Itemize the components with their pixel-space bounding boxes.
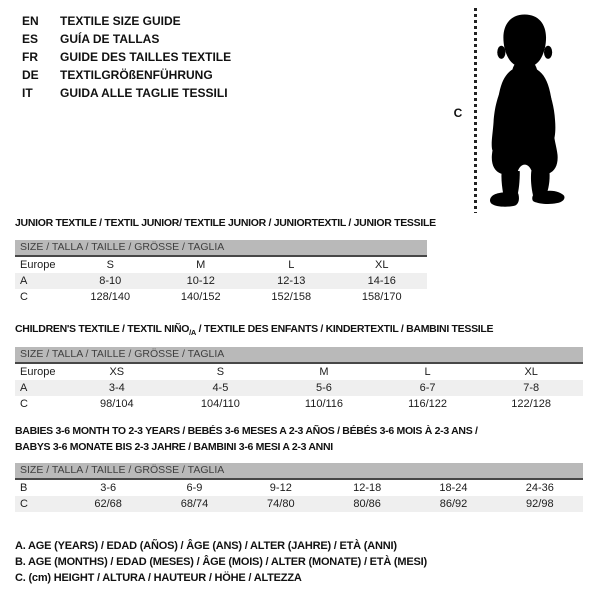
cell: 3-4 [108,382,125,394]
language-code: EN [22,14,39,28]
cell: 158/170 [361,291,402,303]
junior-table-title: JUNIOR TEXTILE / TEXTIL JUNIOR/ TEXTILE JUNIOR / JUNIORTEXTIL / JUNIOR TESSILE [15,217,436,229]
children-table-title: CHILDREN'S TEXTILE / TEXTIL $NIÑO_{/A}$ / TEXTILE DES ENFANTS / KINDERTEXTIL / BAMBINI TESSILE [15,323,494,338]
cell: 4-5 [212,382,229,394]
language-code: FR [22,50,38,64]
cell: 12-18 [353,482,382,494]
table-row [15,273,427,289]
cell: 3-6 [100,482,117,494]
size-header-bar: SIZE / TALLA / TAILLE / GRÖSSE / TAGLIA [15,347,583,364]
cell: 140/152 [180,291,221,303]
table-row [15,396,583,412]
cell: 104/110 [200,398,240,410]
table-row [15,380,583,396]
footnote-b: B. AGE (MONTHS) / EDAD (MESES) / ÂGE (MOIS) / ALTER (MONATE) / ETÀ (MESI) [15,556,427,568]
cell: 110/116 [304,398,344,410]
cell: L [288,259,295,271]
footnote-c: C. (cm) HEIGHT / ALTURA / HAUTEUR / HÖHE / ALTEZZA [15,572,302,584]
cell: XS [109,366,125,378]
row-label: C [20,291,28,303]
cell: L [424,366,431,378]
language-row [22,48,231,66]
cell: XL [375,259,389,271]
language-row [22,30,231,48]
cell: 62/68 [94,498,122,510]
language-row [22,66,231,84]
cell: 74/80 [267,498,295,510]
cell: 14-16 [367,275,396,287]
cell: 7-8 [523,382,540,394]
cell: 6-9 [186,482,203,494]
cell: 6-7 [419,382,436,394]
row-label: A [20,275,28,287]
language-row [22,12,231,30]
toddler-silhouette-icon [487,8,569,213]
cell: M [196,259,206,271]
cell: 98/104 [99,398,134,410]
footnotes [15,538,427,586]
children-size-table [15,347,583,412]
table-row [15,257,427,273]
cell: 24-36 [525,482,554,494]
row-label: B [20,482,28,494]
footnote-a: A. AGE (YEARS) / EDAD (AÑOS) / ÂGE (ANS) / ALTER (JAHRE) / ETÀ (ANNI) [15,540,397,552]
table-row [15,496,583,512]
language-code: IT [22,86,33,100]
table-row [15,289,427,305]
cell: 68/74 [180,498,209,510]
table-row [15,364,583,380]
cell: 152/158 [271,291,312,303]
cell: M [319,366,329,378]
row-label: C [20,498,28,510]
language-label: GUIDE DES TAILLES TEXTILE [60,50,232,64]
cell: 18-24 [439,482,468,494]
babies-table-title [15,423,478,455]
cell: S [216,366,225,378]
language-label: TEXTILE SIZE GUIDE [60,14,181,28]
language-code: DE [22,68,39,82]
cell: 9-12 [269,482,292,494]
cell: 10-12 [186,275,215,287]
cell: 8-10 [99,275,122,287]
row-label: Europe [20,259,56,271]
language-row [22,84,231,102]
height-dashed-line [474,8,477,213]
cell: 92/98 [526,498,554,510]
cell: 5-6 [316,382,332,394]
language-list [22,12,231,102]
cell: S [106,259,114,271]
cell: XL [524,366,538,378]
row-label: Europe [20,366,56,378]
language-label: GUÍA DE TALLAS [60,32,160,46]
cell: 12-13 [277,275,306,287]
height-measure-label: C [453,106,463,120]
row-label: A [20,382,28,394]
row-label: C [20,398,28,410]
language-label: TEXTILGRÖßENFÜHRUNG [60,68,213,82]
table-row [15,480,583,496]
language-label: GUIDA ALLE TAGLIE TESSILI [60,86,228,100]
size-header-bar: SIZE / TALLA / TAILLE / GRÖSSE / TAGLIA [15,463,583,480]
babies-size-table [15,463,583,512]
language-code: ES [22,32,39,46]
size-header-bar: SIZE / TALLA / TAILLE / GRÖSSE / TAGLIA [15,240,427,257]
cell: 80/86 [353,498,381,510]
cell: 122/128 [511,398,552,410]
babies-title-line2: BABYS 3-6 MONATE BIS 2-3 JAHRE / BAMBINI 3-6 MESI A 2-3 ANNI [15,441,333,453]
cell: 116/122 [408,398,448,410]
junior-size-table [15,240,427,305]
cell: 128/140 [90,291,131,303]
babies-title-line1: BABIES 3-6 MONTH TO 2-3 YEARS / BEBÉS 3-6 MESES A 2-3 AÑOS / BÉBÉS 3-6 MOIS À 2-3 ANS / [15,425,478,437]
cell: 86/92 [439,498,468,510]
